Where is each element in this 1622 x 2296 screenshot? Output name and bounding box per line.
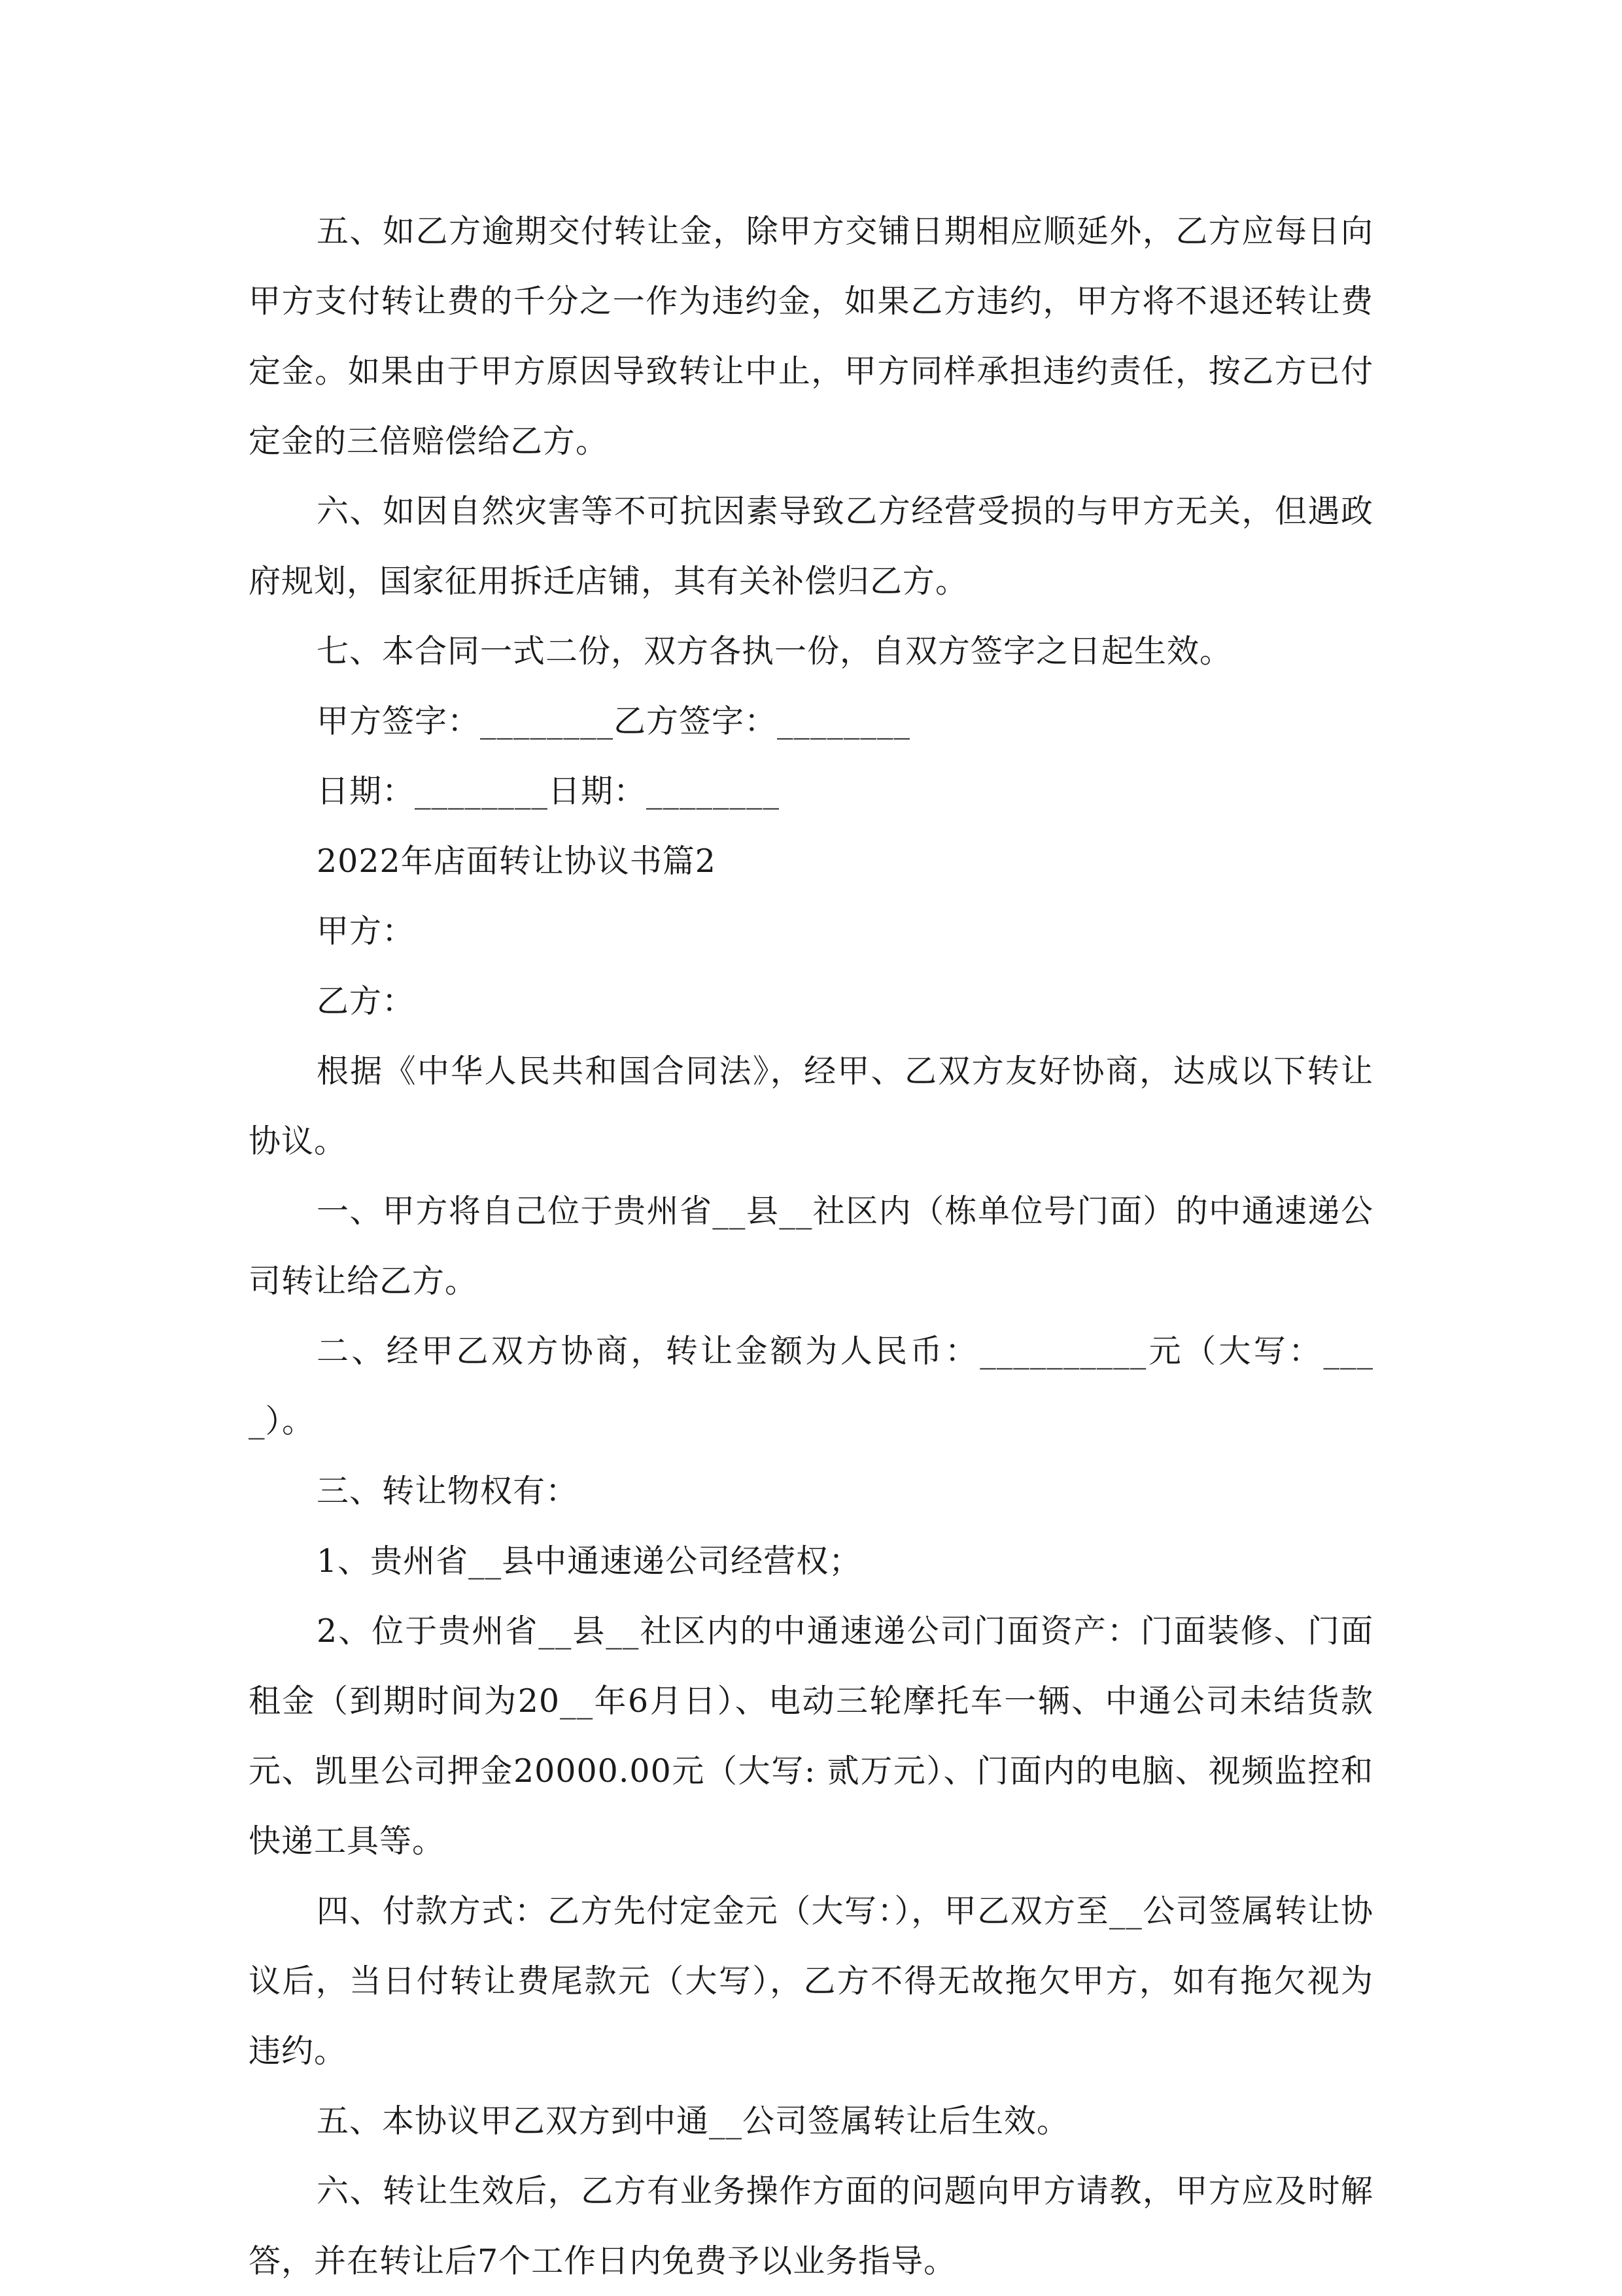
- clause-6-force-majeure: 六、如因自然灾害等不可抗因素导致乙方经营受损的与甲方无关，但遇政府规划，国家征用拆迁店铺，其有关补偿归乙方。: [249, 493, 1373, 600]
- clause-1-transfer-object: 一、甲方将自己位于贵州省__县__社区内（栋单位号门面）的中通速递公司转让给乙方。: [249, 1192, 1373, 1300]
- clause-7-copies: 七、本合同一式二份，双方各执一份，自双方签字之日起生效。: [317, 633, 1233, 670]
- date-line: 日期：________日期：________: [317, 773, 780, 810]
- clause-3-item-2: 2、位于贵州省__县__社区内的中通速递公司门面资产：门面装修、门面租金（到期时间为20__年6月日）、电动三轮摩托车一辆、中通公司未结货款元、凯里公司押金20000.00元（大写: 贰万元）、门面内的电脑、视频监控和快递工具等。: [249, 1612, 1373, 1860]
- clause-2-transfer-amount: 二、经甲乙双方协商，转让金额为人民币：__________元（大写：____）。: [249, 1332, 1373, 1440]
- clause-3-heading: 三、转让物权有：: [317, 1472, 579, 1510]
- clause-4-payment: 四、付款方式：乙方先付定金元（大写：），甲乙双方至__公司签属转让协议后，当日付转让费尾款元（大写），乙方不得无故拖欠甲方，如有拖欠视为违约。: [249, 1892, 1373, 2070]
- preamble: 根据《中华人民共和国合同法》，经甲、乙双方友好协商，达成以下转让协议。: [249, 1052, 1373, 1160]
- clause-6-guidance: 六、转让生效后，乙方有业务操作方面的问题向甲方请教，甲方应及时解答，并在转让后7个工作日内免费予以业务指导。: [249, 2172, 1373, 2280]
- clause-5-effective: 五、本协议甲乙双方到中通__公司签属转让后生效。: [317, 2102, 1070, 2140]
- document-body: [249, 196, 1373, 2296]
- party-b-label: 乙方：: [317, 983, 415, 1020]
- agreement-2-title: 2022年店面转让协议书篇2: [317, 843, 716, 880]
- clause-5-breach-penalty: 五、如乙方逾期交付转让金，除甲方交铺日期相应顺延外，乙方应每日向甲方支付转让费的千分之一作为违约金，如果乙方违约，甲方将不退还转让费定金。如果由于甲方原因导致转让中止，甲方同样承担违约责任，按乙方已付定金的三倍赔偿给乙方。: [249, 213, 1373, 460]
- signature-line: 甲方签字：________乙方签字：________: [317, 703, 911, 740]
- clause-3-item-1: 1、贵州省__县中通速递公司经营权；: [317, 1542, 862, 1580]
- party-a-label: 甲方：: [317, 913, 415, 950]
